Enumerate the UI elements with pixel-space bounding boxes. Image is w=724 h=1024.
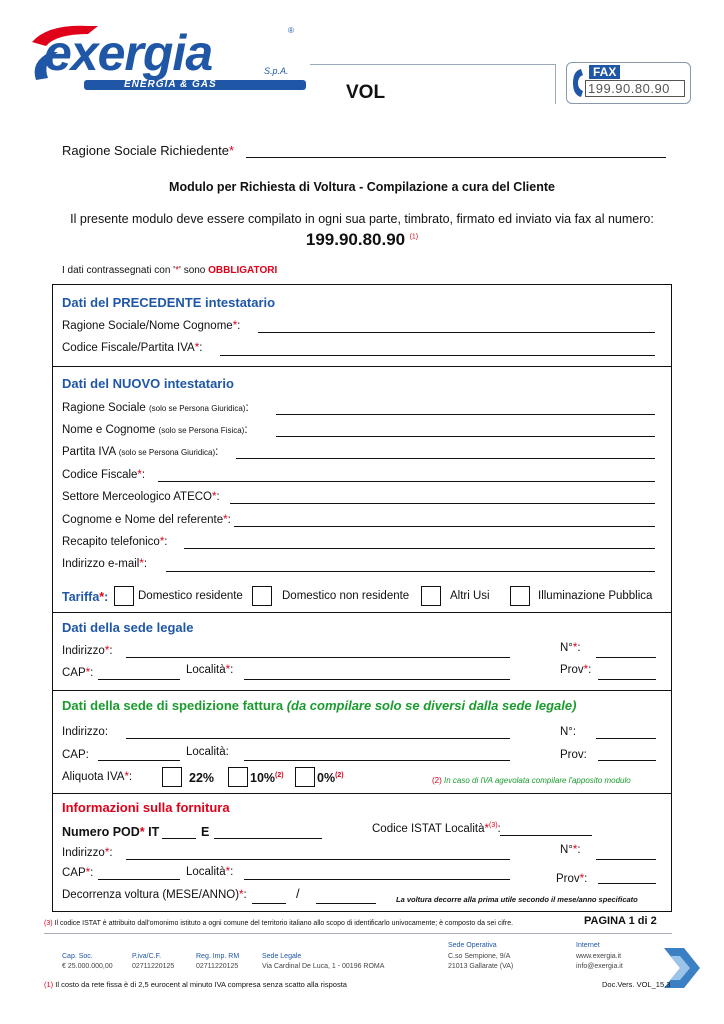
internet-email[interactable]: info@exergia.it <box>576 963 623 970</box>
phone-icon <box>571 67 585 99</box>
shipping-section-title: Dati della sede di spedizione fattura (da compilare solo se diversi dalla sede legale) <box>62 698 577 713</box>
vat-info: (2) In caso di IVA agevolata compilare l'apposito modulo <box>432 776 631 785</box>
start-month-input[interactable] <box>252 903 286 904</box>
shipping-title-note: (da compilare solo se diversi dalla sede legale) <box>286 698 577 713</box>
reg-imp-value: 02711220125 <box>196 963 239 970</box>
tariff-checkbox-domestico-residente[interactable] <box>114 586 134 606</box>
logo-wordmark: exergia <box>44 25 213 81</box>
divider-4 <box>52 793 672 794</box>
internet-head: Internet <box>576 942 600 949</box>
new-email-input[interactable] <box>166 571 655 572</box>
shipping-city-input[interactable] <box>244 760 510 761</box>
shipping-address-input[interactable] <box>126 738 510 739</box>
mandatory-note: I dati contrassegnati con '*' sono OBBLIGATORI <box>62 265 278 276</box>
supply-number-label: N°*: <box>560 844 581 856</box>
new-section-title: Dati del NUOVO intestatario <box>62 376 234 391</box>
new-nome-input[interactable] <box>276 436 655 437</box>
doc-code: VOL <box>346 82 386 103</box>
tariff-option-altri-usi: Altri Usi <box>450 590 490 602</box>
shipping-cap-label: CAP: <box>62 749 89 761</box>
new-ateco-input[interactable] <box>230 503 655 504</box>
legal-city-input[interactable] <box>244 679 510 680</box>
header-rule-vertical <box>555 64 556 104</box>
legal-address-label: Indirizzo*: <box>62 645 113 657</box>
shipping-prov-label: Prov: <box>560 749 587 761</box>
fax-number-line <box>0 230 724 250</box>
tariff-checkbox-illuminazione-pubblica[interactable] <box>510 586 530 606</box>
vat-option-10: 10%$^{(2)}$ <box>250 771 284 785</box>
vat-checkbox-0[interactable] <box>295 767 315 787</box>
doc-version: Doc.Vers. VOL_15.3 <box>602 980 671 989</box>
cap-soc-value: € 25.000.000,00 <box>62 963 113 970</box>
tariff-checkbox-altri-usi[interactable] <box>421 586 441 606</box>
operating-office-line2: 21013 Gallarate (VA) <box>448 963 514 970</box>
shipping-number-input[interactable] <box>596 738 656 739</box>
form-title: Modulo per Richiesta di Voltura - Compilazione a cura del Cliente <box>169 180 555 194</box>
new-email-label: Indirizzo e-mail*: <box>62 558 148 570</box>
new-ragione-label: Ragione Sociale (solo se Persona Giuridica): <box>62 402 249 414</box>
vat-option-0: 0%$^{(2)}$ <box>317 771 344 785</box>
previous-section-title: Dati del PRECEDENTE intestatario <box>62 295 276 310</box>
shipping-number-label: N°: <box>560 726 577 738</box>
reg-imp-head: Reg. Imp. RM <box>196 953 240 960</box>
shipping-address-label: Indirizzo: <box>62 726 109 738</box>
divider-3 <box>52 690 672 691</box>
new-referente-input[interactable] <box>234 526 655 527</box>
new-nome-label: Nome e Cognome (solo se Persona Fisica): <box>62 424 248 436</box>
fax-badge-number: 199.90.80.90 <box>585 80 685 97</box>
previous-cf-label: Codice Fiscale/Partita IVA*: <box>62 342 203 354</box>
legal-number-label: N°*: <box>560 642 581 654</box>
sede-legale-value: Via Cardinal De Luca, 1 - 00196 ROMA <box>262 963 385 970</box>
supply-city-input[interactable] <box>244 879 510 880</box>
logo-tagline: ENERGIA & GAS <box>124 79 217 90</box>
istat-label: Codice ISTAT Località*$^{(3)}$: <box>372 822 501 835</box>
new-cf-label: Codice Fiscale*: <box>62 469 146 481</box>
tariff-option-illuminazione-pubblica: Illuminazione Pubblica <box>538 590 653 602</box>
istat-input[interactable] <box>500 835 592 836</box>
applicant-input[interactable] <box>246 157 666 158</box>
legal-number-input[interactable] <box>596 657 656 658</box>
vat-checkbox-22[interactable] <box>162 767 182 787</box>
previous-ragione-label: Ragione Sociale/Nome Cognome*: <box>62 320 241 332</box>
operating-office-head: Sede Operativa <box>448 942 497 949</box>
divider-1 <box>52 366 672 367</box>
vat-label: Aliquota IVA*: <box>62 771 133 783</box>
intro-text: Il presente modulo deve essere compilato in ogni sua parte, timbrato, firmato ed inviato via fax al numero: <box>70 212 654 226</box>
new-piva-label: Partita IVA (solo se Persona Giuridica): <box>62 446 219 458</box>
pod-it-input[interactable] <box>162 838 196 839</box>
exergia-logo <box>28 22 310 92</box>
supply-prov-input[interactable] <box>598 883 656 884</box>
footnote-1: (1) Il costo da rete fissa è di 2,5 eurocent al minuto IVA compresa senza scatto alla risposta <box>44 980 347 989</box>
sede-legale-head: Sede Legale <box>262 953 302 960</box>
piva-value: 02711220125 <box>132 963 175 970</box>
fax-footnote-ref: (1) <box>409 233 419 241</box>
supply-address-label: Indirizzo*: <box>62 847 113 859</box>
supply-section-title: Informazioni sulla fornitura <box>62 800 230 815</box>
legal-cap-label: CAP*: <box>62 667 94 679</box>
pod-label: Numero POD* IT <box>62 825 160 839</box>
supply-cap-input[interactable] <box>98 879 180 880</box>
fax-badge <box>566 62 691 104</box>
supply-prov-label: Prov*: <box>556 873 588 885</box>
new-referente-label: Cognome e Nome del referente*: <box>62 514 231 526</box>
supply-cap-label: CAP*: <box>62 867 94 879</box>
supply-city-label: Località*: <box>186 866 234 878</box>
page-label: PAGINA 1 di 2 <box>584 915 657 927</box>
tariff-option-domestico-non-residente: Domestico non residente <box>282 590 410 602</box>
tariff-label: Tariffa*: <box>62 590 109 604</box>
new-ateco-label: Settore Merceologico ATECO*: <box>62 491 220 503</box>
previous-ragione-input[interactable] <box>258 332 655 333</box>
logo-registered: ® <box>288 26 294 35</box>
footnote-3: (3) Il codice ISTAT è attribuito dall'omonimo istituto a ogni comune del territorio italiano allo scopo di identificarlo univocamente; è composto da sei cifre. <box>44 920 514 927</box>
previous-cf-input[interactable] <box>220 355 655 356</box>
shipping-prov-input[interactable] <box>598 760 656 761</box>
fax-number: 199.90.80.90 <box>305 230 406 249</box>
internet-website[interactable]: www.exergia.it <box>576 953 622 960</box>
legal-prov-label: Prov*: <box>560 664 592 676</box>
supply-address-input[interactable] <box>126 859 510 860</box>
supply-number-input[interactable] <box>596 859 656 860</box>
shipping-cap-input[interactable] <box>98 760 180 761</box>
legal-address-input[interactable] <box>126 657 510 658</box>
legal-section-title: Dati della sede legale <box>62 620 194 635</box>
cap-soc-head: Cap. Soc. <box>62 953 93 960</box>
new-piva-input[interactable] <box>236 458 655 459</box>
tariff-checkbox-domestico-non-residente[interactable] <box>252 586 272 606</box>
logo-company-type: S.p.A. <box>264 66 289 76</box>
vat-checkbox-10[interactable] <box>228 767 248 787</box>
start-date-label: Decorrenza voltura (MESE/ANNO)*: <box>62 889 247 901</box>
operating-office-line1: C.so Sempione, 9/A <box>448 953 511 960</box>
start-year-input[interactable] <box>316 903 376 904</box>
legal-prov-input[interactable] <box>598 679 656 680</box>
pod-e-input[interactable] <box>214 838 322 839</box>
new-ragione-input[interactable] <box>276 414 655 415</box>
divider-2 <box>52 612 672 613</box>
fax-label: FAX <box>589 65 620 79</box>
piva-head: P.iva/C.F. <box>132 953 162 960</box>
applicant-label: Ragione Sociale Richiedente* <box>62 143 235 158</box>
legal-cap-input[interactable] <box>98 679 180 680</box>
start-date-separator: / <box>296 886 300 901</box>
legal-city-label: Località*: <box>186 664 234 676</box>
vat-option-22: 22% <box>189 771 215 785</box>
footer-rule <box>44 933 672 934</box>
header-rule <box>310 64 555 65</box>
new-tel-label: Recapito telefonico*: <box>62 536 168 548</box>
shipping-city-label: Località: <box>186 746 229 758</box>
pod-e-label: E <box>201 825 210 839</box>
new-tel-input[interactable] <box>184 548 655 549</box>
tariff-option-domestico-residente: Domestico residente <box>138 590 243 602</box>
new-cf-input[interactable] <box>158 481 655 482</box>
start-date-note: La voltura decorre alla prima utile secondo il mese/anno specificato <box>396 895 638 904</box>
